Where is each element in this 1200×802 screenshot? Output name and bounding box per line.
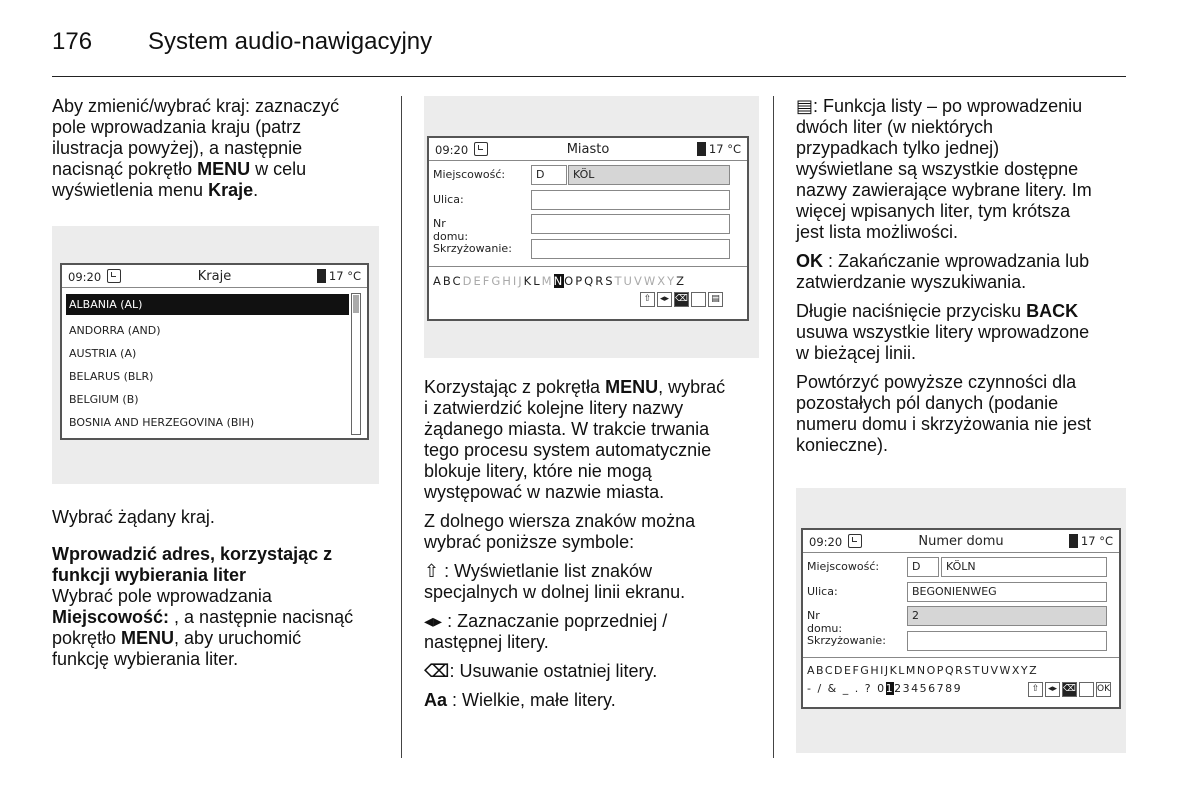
thermometer-icon — [1069, 534, 1078, 548]
street-field[interactable] — [531, 190, 730, 210]
paragraph: Wybrać pole wprowadzania Miejscowość: , a następnie nacisnąć pokrętło MENU, aby uruchomić funkcję wybierania liter. — [52, 586, 354, 669]
shift-icon[interactable]: ⇧ — [640, 292, 655, 307]
list-icon[interactable]: ▤ — [708, 292, 723, 307]
screenshot-kraje — [52, 226, 379, 484]
list-item[interactable]: BELARUS (BLR) — [69, 370, 154, 383]
list-item[interactable]: AUSTRIA (A) — [69, 347, 137, 360]
column-divider — [773, 96, 774, 758]
delete-icon[interactable]: ⌫ — [1062, 682, 1077, 697]
column-divider — [401, 96, 402, 758]
screen-title: Numer domu — [918, 534, 1004, 549]
paragraph: ⌫: Usuwanie ostatniej litery. — [424, 661, 658, 681]
page-header — [52, 26, 1126, 77]
section-heading: Wprowadzić adres, korzystając z funkcji wybierania liter — [52, 544, 333, 585]
case-icon[interactable] — [1079, 682, 1094, 697]
list-item[interactable]: ANDORRA (AND) — [69, 324, 161, 337]
delete-icon: ⌫ — [424, 661, 450, 681]
column-1 — [52, 96, 382, 209]
case-icon[interactable] — [691, 292, 706, 307]
paragraph: Aa : Wielkie, małe litery. — [424, 690, 616, 710]
paragraph: Wybrać żądany kraj. — [52, 507, 215, 527]
symbol-toolbar — [1028, 682, 1111, 697]
temperature: 17 °C — [697, 142, 741, 156]
field-label: Ulica: — [807, 585, 838, 598]
temperature: 17 °C — [1069, 534, 1113, 548]
page-number: 176 — [52, 28, 93, 55]
list-item[interactable]: BOSNIA AND HERZEGOVINA (BIH) — [69, 416, 255, 429]
city-field[interactable]: KÖLN — [941, 557, 1107, 577]
paragraph: ◂▸ : Zaznaczanie poprzedniej / następnej litery. — [424, 611, 668, 652]
screen-title: Miasto — [566, 142, 610, 157]
paragraph: Korzystając z pokrętła MENU, wybrać i zatwierdzić kolejne litery nazwy żądanego miasta. W trakcie trwania tego procesu system automatycznie blokuje litery, które nie mogą występować w nazwie miasta. — [424, 377, 726, 502]
screen-title: Kraje — [197, 269, 232, 284]
city-field[interactable]: KÖL — [568, 165, 730, 185]
paragraph: OK : Zakańczanie wprowadzania lub zatwierdzanie wyszukiwania. — [796, 251, 1090, 292]
list-item[interactable]: BELGIUM (B) — [69, 393, 139, 406]
arrows-icon[interactable]: ◂▸ — [657, 292, 672, 307]
column-3 — [796, 96, 1126, 464]
field-label: Ulica: — [433, 193, 464, 206]
clock-time: 09:20 — [809, 534, 862, 549]
thermometer-icon — [317, 269, 326, 283]
page-title: System audio-nawigacyjny — [148, 28, 433, 55]
column-2 — [424, 377, 759, 719]
country-field[interactable]: D — [531, 165, 567, 185]
country-field[interactable]: D — [907, 557, 939, 577]
clock-time: 09:20 — [68, 269, 121, 284]
display-screen — [801, 528, 1121, 709]
paragraph: ⇧ : Wyświetlanie list znaków specjalnych w dolnej linii ekranu. — [424, 561, 686, 602]
house-number-field[interactable]: 2 — [907, 606, 1107, 626]
ok-button[interactable]: OK — [1096, 682, 1111, 697]
shift-icon[interactable]: ⇧ — [1028, 682, 1043, 697]
paragraph: Z dolnego wiersza znaków można wybrać poniższe symbole: — [424, 511, 696, 552]
temperature: 17 °C — [317, 269, 361, 283]
field-label: Nr domu: — [807, 609, 843, 635]
digit-keyboard[interactable]: - / & _ . ? 0123456789 — [807, 682, 963, 695]
paragraph: Aby zmienić/wybrać kraj: zaznaczyć pole wprowadzania kraju (patrz ilustracja powyżej), a następnie nacisnąć pokrętło MENU w celu wyświetlenia menu Kraje. — [52, 96, 340, 200]
field-label: Miejscowość: — [433, 168, 506, 181]
street-field[interactable]: BEGONIENWEG — [907, 582, 1107, 602]
field-label: Miejscowość: — [807, 560, 880, 573]
column-1-lower — [52, 507, 382, 678]
display-screen — [60, 263, 369, 440]
thermometer-icon — [697, 142, 706, 156]
symbol-toolbar — [640, 292, 723, 307]
crossing-field[interactable] — [907, 631, 1107, 651]
house-number-field[interactable] — [531, 214, 730, 234]
paragraph: ▤: Funkcja listy – po wprowadzeniu dwóch liter (w niektórych przypadkach tylko jednej) wyświetlane są wszystkie dostępne nazwy zawierające wybrane litery. Im więcej wpisanych liter, tym krótsza jest lista możliwości. — [796, 96, 1092, 242]
clock-time: 09:20 — [435, 142, 488, 157]
status-bar — [803, 530, 1119, 553]
letter-keyboard[interactable]: ABCDEFGHIJKLMNOPQRSTUVWXYZ — [433, 274, 686, 288]
paragraph: Długie naciśnięcie przycisku BACK usuwa wszystkie litery wprowadzone w bieżącej linii. — [796, 301, 1090, 363]
letter-keyboard[interactable]: ABCDEFGHIJKLMNOPQRSTUVWXYZ — [807, 664, 1039, 677]
arrows-icon[interactable]: ◂▸ — [1045, 682, 1060, 697]
field-label: Skrzyżowanie: — [433, 242, 512, 255]
list-item[interactable]: ALBANIA (AL) — [66, 294, 349, 315]
field-label: Nr domu: — [433, 217, 469, 243]
scrollbar[interactable] — [351, 293, 361, 435]
status-bar — [62, 265, 367, 288]
screenshot-numer-domu — [796, 488, 1126, 753]
paragraph: Powtórzyć powyższe czynności dla pozostałych pól danych (podanie numeru domu i skrzyżowania nie jest konieczne). — [796, 372, 1092, 455]
screenshot-miasto — [424, 96, 759, 358]
crossing-field[interactable] — [531, 239, 730, 259]
display-screen — [427, 136, 749, 321]
status-bar — [429, 138, 747, 161]
field-label: Skrzyżowanie: — [807, 634, 886, 647]
delete-icon[interactable]: ⌫ — [674, 292, 689, 307]
